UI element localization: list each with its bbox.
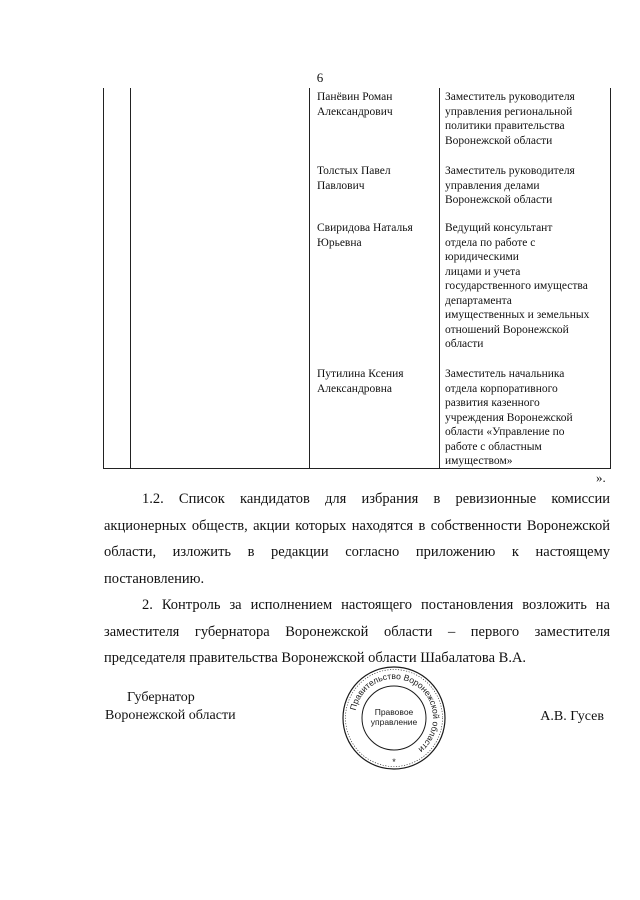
table-col-divider-1 bbox=[130, 88, 131, 469]
signatory-title-line-2: Воронежской области bbox=[105, 708, 236, 723]
official-seal-stamp bbox=[340, 664, 448, 772]
member-position: Заместитель начальника отдела корпоративного развития казенного учреждения Воронежской области «Управление по работе с областным имуществом» bbox=[445, 368, 573, 467]
member-position: Заместитель руководителя управления региональной политики правительства Воронежской области bbox=[445, 91, 575, 147]
table-border-left bbox=[103, 88, 104, 469]
signatory-title-line-1: Губернатор bbox=[127, 690, 195, 705]
member-name: Толстых Павел Павлович bbox=[317, 165, 391, 192]
seal-center-line-1: Правовое bbox=[374, 707, 414, 717]
paragraph-2 bbox=[104, 592, 610, 672]
member-position: Заместитель руководителя управления делами Воронежской области bbox=[445, 165, 575, 206]
seal-ring-text: Правительство Воронежской области bbox=[347, 670, 442, 755]
member-name: Панёвин Роман Александрович bbox=[317, 91, 393, 118]
paragraph-2-text: 2. Контроль за исполнением настоящего постановления возложить на заместителя губернатора Воронежской области – первого заместителя председателя правительства Воронежской области Шабалатова В.А. bbox=[104, 597, 610, 666]
seal-star: * bbox=[392, 757, 396, 767]
table-col-divider-3 bbox=[439, 88, 440, 469]
page-number: 6 bbox=[316, 70, 324, 85]
paragraph-1 bbox=[104, 486, 610, 592]
table-col-divider-2 bbox=[309, 88, 310, 469]
member-position: Ведущий консультант отдела по работе с юридическими лицами и учета государственного имущества департамента имущественных и земельных отношений Воронежской области bbox=[445, 222, 590, 350]
closing-quote-mark: ». bbox=[596, 470, 606, 485]
members-table bbox=[103, 88, 611, 469]
paragraph-1-text: 1.2. Список кандидатов для избрания в ревизионные комиссии акционерных обществ, акции которых находятся в собственности Воронежской области, изложить в редакции согласно приложению к настоящему постановлению. bbox=[104, 491, 610, 587]
member-name: Путилина Ксения Александровна bbox=[317, 368, 404, 395]
seal-center-line-2: управление bbox=[370, 717, 418, 727]
member-name: Свиридова Наталья Юрьевна bbox=[317, 222, 413, 249]
signatory-title bbox=[105, 689, 236, 725]
signatory-name: А.В. Гусев bbox=[540, 709, 604, 724]
table-border-right bbox=[610, 88, 611, 469]
